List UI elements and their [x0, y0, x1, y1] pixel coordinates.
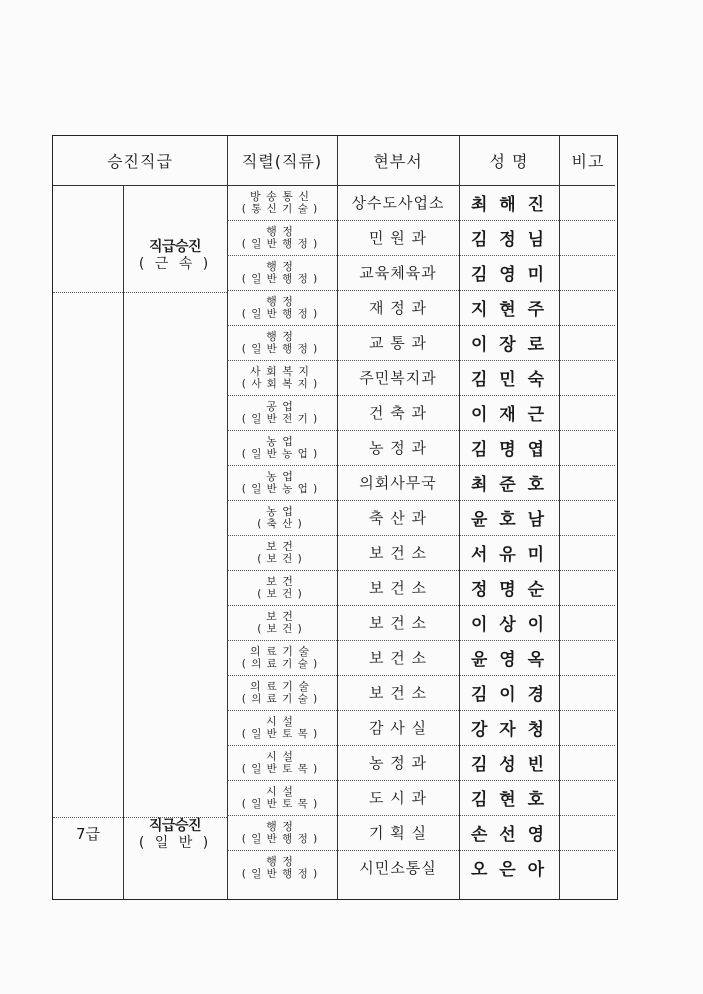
- job-class-subseries: ( 통 신 기 술 ): [241, 202, 319, 215]
- header-remarks: 비고: [571, 152, 605, 171]
- name-cell: 지 현 주: [470, 300, 548, 320]
- dept-cell: 보 건 소: [368, 579, 427, 597]
- job-class-series: 행 정: [266, 259, 294, 273]
- job-class-series: 사 회 복 지: [250, 364, 310, 378]
- table-row: [53, 535, 615, 570]
- name-cell: 김 이 경: [470, 685, 548, 705]
- job-class-subseries: ( 일 반 행 정 ): [241, 237, 319, 250]
- table-row: [53, 675, 615, 710]
- header-promotion-grade: 승진직급: [107, 152, 173, 171]
- job-class-cell: [227, 850, 333, 885]
- dept-cell: 의회사무국: [359, 474, 437, 492]
- job-class-series: 행 정: [266, 329, 294, 343]
- job-class-series: 농 업: [266, 469, 294, 483]
- job-class-subseries: ( 일 반 행 정 ): [241, 867, 319, 880]
- job-class-series: 행 정: [266, 294, 294, 308]
- job-class-subseries: ( 일 반 농 업 ): [241, 447, 319, 460]
- job-class-subseries: ( 의 료 기 술 ): [241, 657, 319, 670]
- table-row: [53, 605, 615, 640]
- dept-cell: 감 사 실: [368, 719, 427, 737]
- job-class-subseries: ( 일 반 행 정 ): [241, 832, 319, 845]
- job-class-subseries: ( 일 반 토 목 ): [241, 727, 319, 740]
- job-class-series: 보 건: [266, 574, 294, 588]
- name-cell: 이 상 이: [470, 615, 548, 635]
- job-class-cell: [227, 185, 333, 220]
- name-cell: 김 성 빈: [470, 755, 548, 775]
- job-class-cell: [227, 745, 333, 780]
- job-class-series: 농 업: [266, 504, 294, 518]
- name-cell: 서 유 미: [470, 545, 548, 565]
- dept-cell: 교 통 과: [368, 334, 427, 352]
- dept-cell: 보 건 소: [368, 544, 427, 562]
- table-row: [53, 360, 615, 395]
- promotion-table: [52, 135, 618, 900]
- job-class-cell: [227, 815, 333, 850]
- job-class-series: 방 송 통 신: [250, 189, 310, 203]
- job-class-subseries: ( 일 반 전 기 ): [241, 412, 319, 425]
- job-class-series: 의 료 기 술: [250, 679, 310, 693]
- job-class-subseries: ( 일 반 토 목 ): [241, 797, 319, 810]
- dept-cell: 주민복지과: [359, 369, 437, 387]
- job-class-series: 행 정: [266, 224, 294, 238]
- name-cell: 김 명 엽: [470, 440, 548, 460]
- dept-cell: 도 시 과: [368, 789, 427, 807]
- job-class-cell: [227, 640, 333, 675]
- job-class-cell: [227, 220, 333, 255]
- table-row: [53, 220, 615, 255]
- job-class-subseries: ( 축 산 ): [257, 517, 303, 530]
- dept-cell: 민 원 과: [368, 229, 427, 247]
- job-class-cell: [227, 535, 333, 570]
- table-row: [53, 185, 615, 220]
- job-class-series: 보 건: [266, 539, 294, 553]
- job-class-series: 시 설: [266, 714, 294, 728]
- job-class-cell: [227, 360, 333, 395]
- header-current-dept: 현부서: [373, 152, 423, 171]
- job-class-cell: [227, 500, 333, 535]
- name-cell: 정 명 순: [470, 580, 548, 600]
- job-class-subseries: ( 일 반 행 정 ): [241, 342, 319, 355]
- table-row: [53, 815, 615, 850]
- name-cell: 이 장 로: [470, 335, 548, 355]
- name-cell: 오 은 아: [470, 860, 548, 880]
- dept-cell: 보 건 소: [368, 684, 427, 702]
- job-class-subseries: ( 사 회 복 지 ): [241, 377, 319, 390]
- group-title: 직급승진: [148, 239, 202, 255]
- table-row: [53, 255, 615, 290]
- table-row: [53, 710, 615, 745]
- job-class-subseries: ( 보 건 ): [257, 622, 303, 635]
- dept-cell: 건 축 과: [368, 404, 427, 422]
- job-class-series: 시 설: [266, 749, 294, 763]
- job-class-series: 공 업: [266, 399, 294, 413]
- dept-cell: 농 정 과: [368, 439, 427, 457]
- dept-cell: 상수도사업소: [351, 194, 445, 212]
- table-row: [53, 430, 615, 465]
- name-cell: 김 정 님: [470, 230, 548, 250]
- job-class-cell: [227, 465, 333, 500]
- job-class-cell: [227, 255, 333, 290]
- name-cell: 손 선 영: [470, 825, 548, 845]
- dept-cell: 축 산 과: [368, 509, 427, 527]
- table-row: [53, 465, 615, 500]
- header-job-class: 직렬(직류): [241, 152, 323, 171]
- job-class-series: 농 업: [266, 434, 294, 448]
- group-subtitle: ( 근 속 ): [138, 256, 212, 272]
- dept-cell: 보 건 소: [368, 649, 427, 667]
- job-class-cell: [227, 675, 333, 710]
- table-row: [53, 780, 615, 815]
- job-class-subseries: ( 일 반 행 정 ): [241, 307, 319, 320]
- job-class-subseries: ( 보 건 ): [257, 552, 303, 565]
- job-class-series: 시 설: [266, 784, 294, 798]
- header-name: 성 명: [489, 152, 529, 171]
- table-row: [53, 395, 615, 430]
- job-class-cell: [227, 430, 333, 465]
- dept-cell: 교육체육과: [359, 264, 437, 282]
- table-row: [53, 850, 615, 885]
- job-class-series: 행 정: [266, 819, 294, 833]
- group-subtitle: ( 일 반 ): [138, 834, 212, 851]
- job-class-subseries: ( 일 반 행 정 ): [241, 272, 319, 285]
- job-class-subseries: ( 의 료 기 술 ): [241, 692, 319, 705]
- job-class-cell: [227, 395, 333, 430]
- table-row: [53, 640, 615, 675]
- grade-7-label: 7급: [75, 825, 101, 843]
- job-class-cell: [227, 780, 333, 815]
- table-row: [53, 290, 615, 325]
- name-cell: 김 민 숙: [470, 370, 548, 390]
- job-class-subseries: ( 보 건 ): [257, 587, 303, 600]
- table-row: [53, 325, 615, 360]
- group-title: 직급승진: [148, 817, 202, 834]
- job-class-subseries: ( 일 반 토 목 ): [241, 762, 319, 775]
- job-class-cell: [227, 570, 333, 605]
- job-class-series: 보 건: [266, 609, 294, 623]
- name-cell: 강 자 청: [470, 720, 548, 740]
- job-class-series: 행 정: [266, 854, 294, 868]
- dept-cell: 보 건 소: [368, 614, 427, 632]
- dept-cell: 기 획 실: [368, 824, 427, 842]
- job-class-series: 의 료 기 술: [250, 644, 310, 658]
- name-cell: 최 준 호: [470, 475, 548, 495]
- name-cell: 최 해 진: [470, 195, 548, 215]
- name-cell: 김 영 미: [470, 265, 548, 285]
- dept-cell: 농 정 과: [368, 754, 427, 772]
- table-row: [53, 745, 615, 780]
- job-class-subseries: ( 일 반 농 업 ): [241, 482, 319, 495]
- name-cell: 윤 영 옥: [470, 650, 548, 670]
- name-cell: 이 재 근: [470, 405, 548, 425]
- dept-cell: 재 정 과: [368, 299, 427, 317]
- job-class-cell: [227, 325, 333, 360]
- table-row: [53, 570, 615, 605]
- job-class-cell: [227, 710, 333, 745]
- table-row: [53, 500, 615, 535]
- dept-cell: 시민소통실: [359, 859, 437, 877]
- job-class-cell: [227, 605, 333, 640]
- name-cell: 김 현 호: [470, 790, 548, 810]
- name-cell: 윤 호 남: [470, 510, 548, 530]
- job-class-cell: [227, 290, 333, 325]
